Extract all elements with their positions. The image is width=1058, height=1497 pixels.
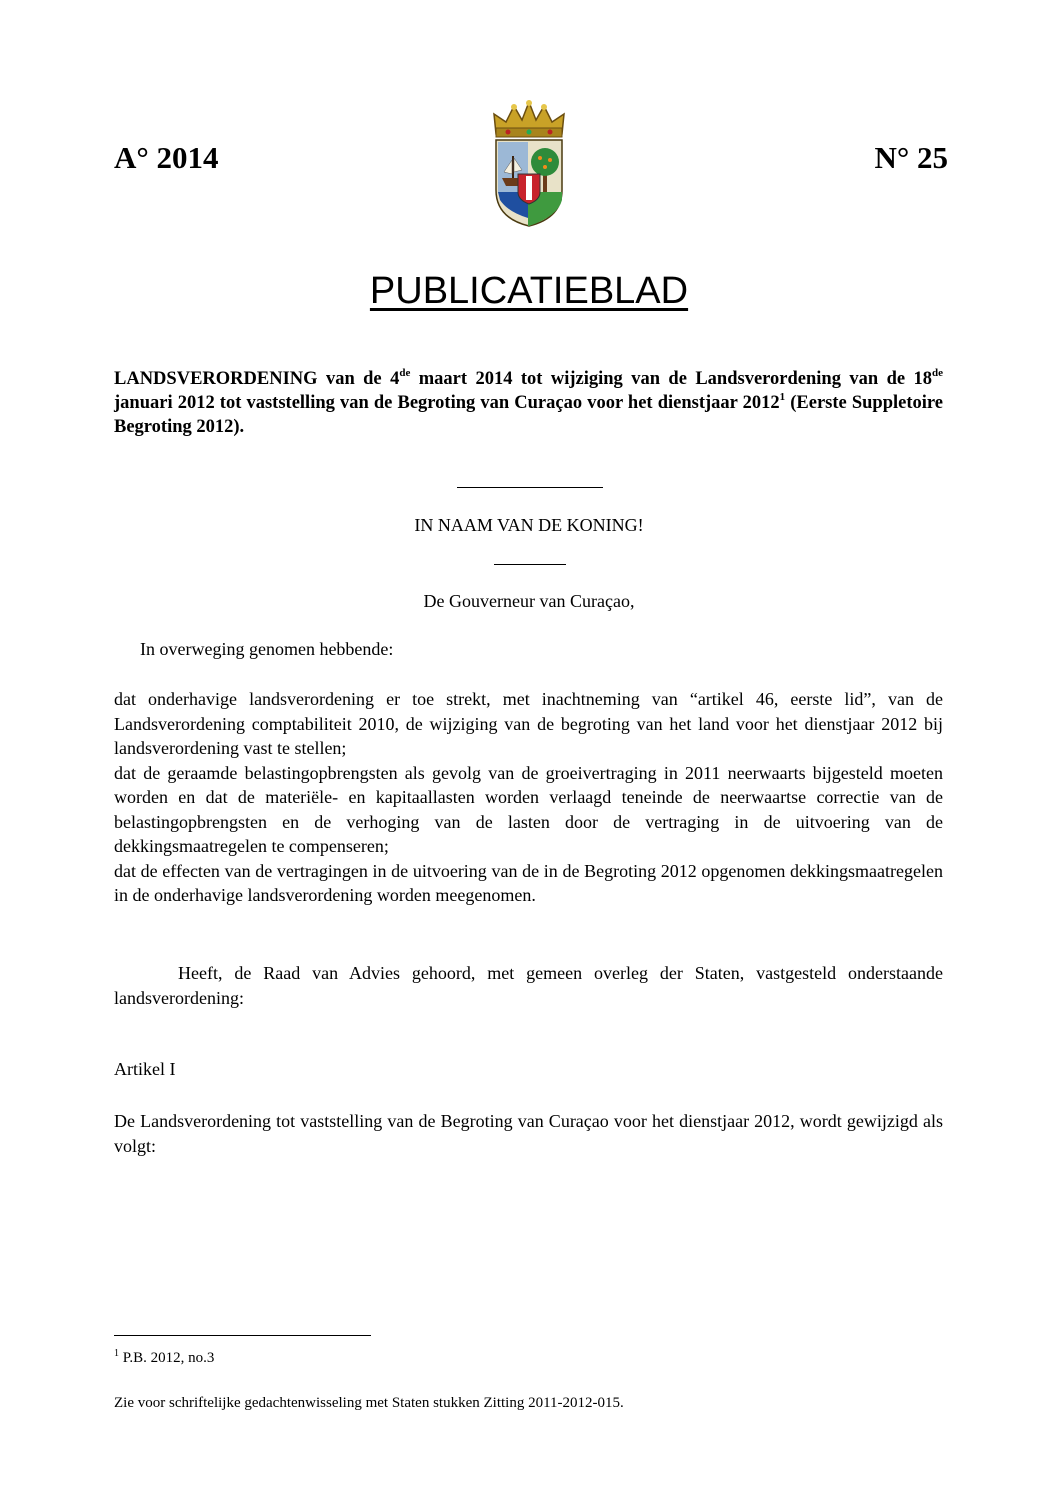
law-title: LANDSVERORDENING van de 4de maart 2014 tot wijziging van de Landsverordening van de 18de januari 2012 tot vaststelling van de Begroting van Curaçao voor het dienstjaar 2012$^1$ (Eerste Suppletoire Begroting 2012).: [114, 367, 943, 437]
article-heading: Artikel I: [114, 1059, 176, 1079]
page-title: PUBLICATIEBLAD: [369, 270, 689, 312]
publication-number: N° 25: [874, 140, 948, 175]
publication-year: A° 2014: [114, 140, 219, 175]
coat-of-arms-icon: [488, 100, 570, 228]
consideration-clause: dat onderhavige landsverordening er toe strekt, met inachtneming van “artikel 46, eerste lid”, van de Landsverordening comptabiliteit 2010, de wijziging van de begroting van het land voor het dienstjaar 2012 bij landsverordening vast te stellen;: [114, 689, 943, 758]
enactment-formula: Heeft, de Raad van Advies gehoord, met gemeen overleg der Staten, vastgesteld onderstaande landsverordening:: [114, 963, 943, 1008]
footnote-marker: 1: [779, 391, 786, 403]
footnote: $^1$ P.B. 2012, no.3: [114, 1348, 215, 1366]
consideration-clause: dat de geraamde belastingopbrengsten als gevolg van de groeivertraging in 2011 neerwaarts bijgesteld moeten worden en dat de materiële- en kapitaallasten worden verlaagd teneinde de neerwaartse correctie van de belastingopbrengsten en de verhoging van de lasten door de vertraging in de uitvoering van de dekkingsmaatregelen te compenseren;: [114, 762, 943, 856]
considerations-list: [0, 687, 943, 908]
proclamation: IN NAAM VAN DE KONING!: [414, 515, 644, 535]
consideration-clause: dat de effecten van de vertragingen in de uitvoering van de in de Begroting 2012 opgenomen dekkingsmaatregelen in de onderhavige landsverordening worden meegenomen.: [114, 860, 943, 905]
reference-note: Zie voor schriftelijke gedachtenwisseling met Staten stukken Zitting 2011-2012-015.: [114, 1395, 624, 1411]
consideration-heading: In overweging genomen hebbende:: [140, 639, 394, 659]
divider: [494, 564, 566, 565]
footnote-divider: [114, 1335, 371, 1336]
divider: [457, 487, 603, 488]
governor-line: De Gouverneur van Curaçao,: [423, 591, 635, 611]
article-text: De Landsverordening tot vaststelling van de Begroting van Curaçao voor het dienstjaar 2012, wordt gewijzigd als volgt:: [114, 1111, 943, 1156]
